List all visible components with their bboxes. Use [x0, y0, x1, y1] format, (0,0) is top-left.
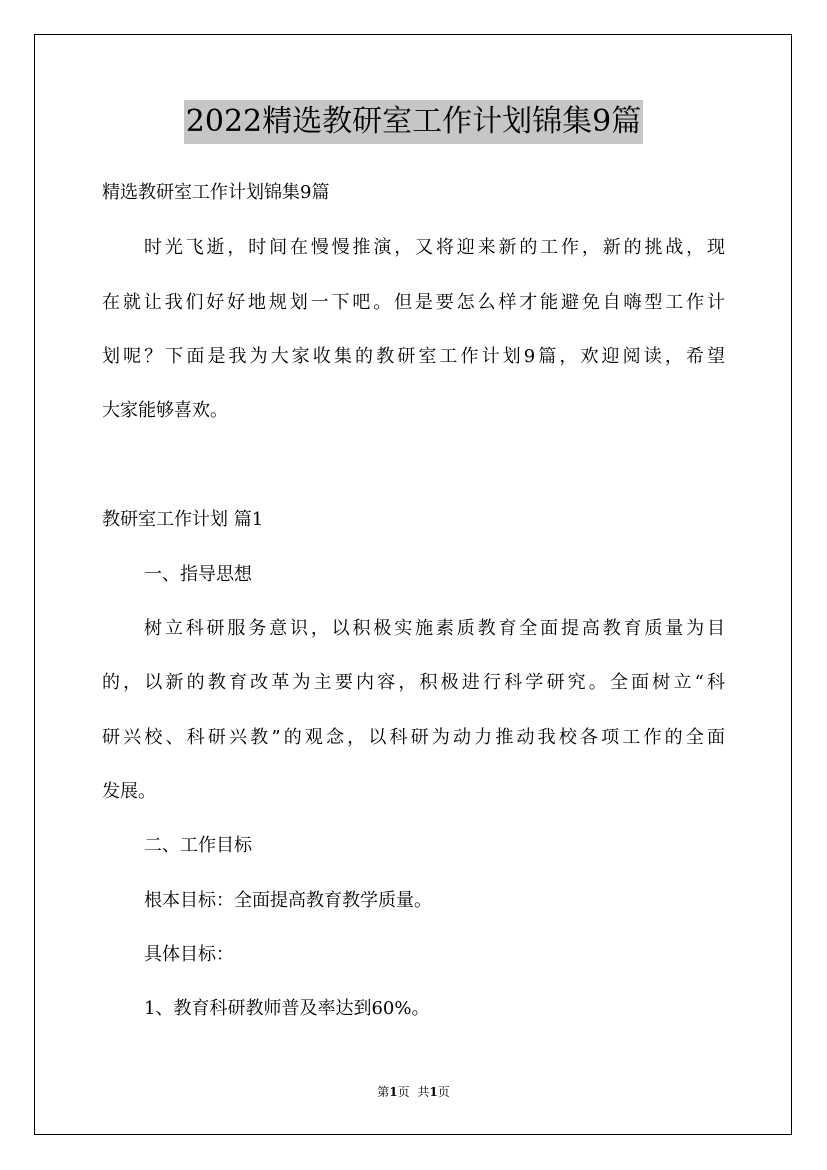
part1-body-line-2: 的，以新的教育改革为主要内容，积极进行科学研究。全面树立“科	[102, 672, 725, 693]
part1-body-line-3: 研兴校、科研兴教”的观念，以科研为动力推动我校各项工作的全面	[102, 727, 725, 748]
footer-page-prefix: 第	[377, 1085, 390, 1099]
part1-heading: 一、指导思想	[144, 564, 252, 585]
intro-line-4: 大家能够喜欢。	[102, 400, 228, 421]
footer-total-prefix: 共	[417, 1085, 430, 1099]
intro-line-1: 时光飞逝，时间在慢慢推演，又将迎来新的工作，新的挑战，现	[144, 237, 725, 258]
page-footer	[0, 1084, 827, 1100]
part1-body-line-4: 发展。	[102, 781, 156, 802]
footer-page-suffix: 页	[397, 1085, 410, 1099]
basic-goal: 根本目标：全面提高教育教学质量。	[144, 890, 432, 911]
document-title: 2022精选教研室工作计划锦集9篇	[184, 100, 643, 144]
title-container	[0, 100, 827, 144]
goal-item-1: 1、教育科研教师普及率达到60%。	[144, 998, 430, 1019]
specific-goal-label: 具体目标：	[144, 944, 234, 965]
intro-line-3: 划呢？下面是我为大家收集的教研室工作计划9篇，欢迎阅读，希望	[102, 346, 725, 367]
section-heading: 教研室工作计划 篇1	[102, 509, 264, 530]
footer-total-pages: 1	[429, 1085, 438, 1099]
part1-body-line-1: 树立科研服务意识，以积极实施素质教育全面提高教育质量为目	[144, 618, 725, 639]
document-subtitle: 精选教研室工作计划锦集9篇	[102, 182, 330, 203]
footer-page-number: 1	[389, 1085, 398, 1099]
footer-total-suffix: 页	[437, 1085, 450, 1099]
part2-heading: 二、工作目标	[144, 835, 252, 856]
intro-line-2: 在就让我们好好地规划一下吧。但是要怎么样才能避免自嗨型工作计	[102, 292, 725, 313]
